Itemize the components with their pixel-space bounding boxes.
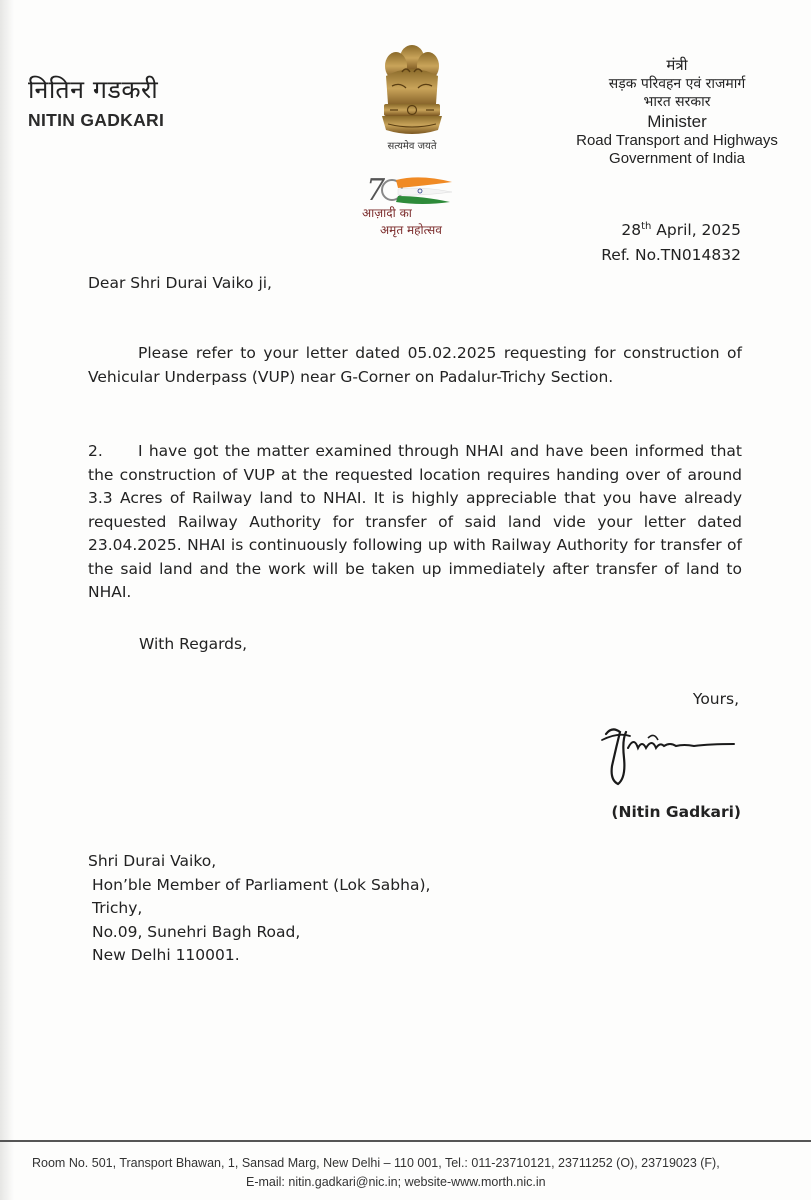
date-and-reference — [601, 214, 741, 268]
government-hindi: भारत सरकार — [643, 94, 711, 110]
sender-name-hindi: नितिन गडकरी — [28, 75, 159, 104]
handwritten-signature-icon — [598, 718, 748, 798]
footer-address: Room No. 501, Transport Bhawan, 1, Sansad Marg, New Delhi – 110 001, Tel.: 011-23710121, 23711252 (O), 23719023 (F), — [32, 1156, 720, 1170]
designation-hindi: मंत्री — [666, 56, 688, 74]
recipient-address — [88, 850, 430, 968]
emblem-motto: सत्यमेव जयते — [387, 141, 437, 152]
azadi-logo-text-2: अमृत महोत्सव — [380, 223, 442, 237]
paragraph-2 — [88, 440, 742, 605]
recipient-name: Shri Durai Vaiko, — [88, 852, 217, 870]
sender-name-english: NITIN GADKARI — [28, 110, 165, 130]
footer-contact: E-mail: nitin.gadkari@nic.in; website-www.morth.nic.in — [246, 1175, 546, 1189]
closing-yours: Yours, — [692, 690, 739, 708]
svg-text:7: 7 — [366, 173, 386, 208]
address-line-3: No.09, Sunehri Bagh Road, — [92, 922, 301, 941]
ministry-header — [557, 56, 797, 168]
signatory-name: (Nitin Gadkari) — [611, 803, 741, 821]
national-emblem-icon — [376, 42, 448, 142]
ministry-name-english: Road Transport and Highways — [576, 132, 778, 149]
footer-divider — [0, 1140, 811, 1142]
paragraph-2-text: I have got the matter examined through NHAI and have been informed that the construction of VUP at the requested location requires handing over of around 3.3 Acres of Railway land to NHAI. It is highly appreciable that you have already requested Railway Authority for transfer of said land vide your letter dated 23.04.2025. NHAI is continuously following up with Railway Authority for transfer of the said land and the work will be taken up immediately after transfer of land to NHAI. — [88, 442, 742, 601]
paragraph-number: 2. — [88, 442, 103, 460]
government-english: Government of India — [609, 150, 745, 167]
address-line-2: Trichy, — [92, 899, 143, 917]
ministry-name-hindi: सड़क परिवहन एवं राजमार्ग — [608, 76, 746, 92]
address-line-1: Hon’ble Member of Parliament (Lok Sabha), — [92, 875, 431, 894]
paragraph-1: Please refer to your letter dated 05.02.2025 requesting for construction of Vehicular Underpass (VUP) near G-Corner on Padalur-Trichy Section. — [88, 344, 742, 386]
designation-english: Minister — [647, 112, 707, 131]
letter-date: 28th April, 2025 — [621, 221, 741, 240]
page-edge-shadow — [0, 0, 14, 1200]
closing-regards: With Regards, — [139, 635, 248, 653]
salutation: Dear Shri Durai Vaiko ji, — [88, 274, 272, 292]
address-line-4: New Delhi 110001. — [92, 946, 240, 964]
reference-number: Ref. No.TN014832 — [601, 246, 741, 265]
azadi-logo-text-1: आज़ादी का — [362, 206, 412, 220]
